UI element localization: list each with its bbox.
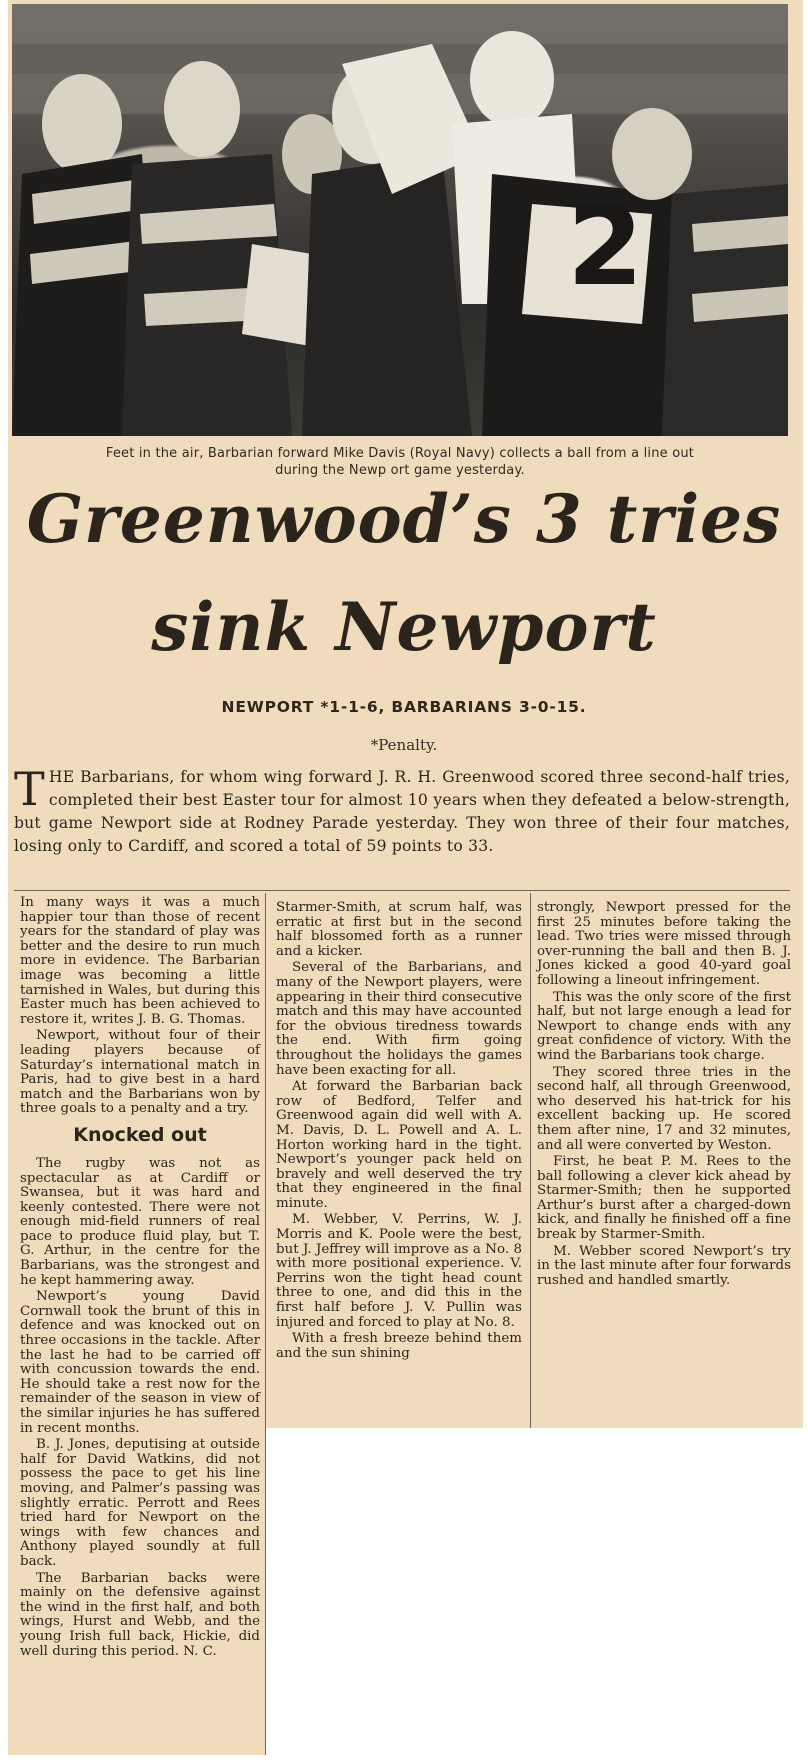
article-column-1: [20, 896, 260, 1659]
photo-illustration: [12, 4, 788, 436]
col2-paragraph: M. Webber, V. Perrins, W. J. Morris and K. Poole were the best, but J. Jeffrey will improve as a No. 8 with more positional experience. V. Perrins won the tight head count three to one, and did this in the first half before J. V. Pullin was injured and forced to play at No. 8.: [276, 1212, 522, 1330]
col1-paragraph: Newport’s young David Cornwall took the brunt of this in defence and was knocked out on three occasions in the tackle. After the last he had to be carried off with concussion towards the end. He should take a rest now for the remainder of the season in view of the similar injuries he has suffered in recent months.: [20, 1289, 260, 1436]
jersey-number: 2: [567, 182, 644, 310]
rugby-lineout-photo: [12, 4, 788, 436]
caption-line-1: Feet in the air, Barbarian forward Mike Davis (Royal Navy) collects a ball from a line out: [105, 446, 695, 461]
col3-paragraph: First, he beat P. M. Rees to the ball following a clever kick ahead by Starmer-Smith; then he supported Arthur’s burst after a charged-down kick, and finally he finished off a fine break by Starmer-Smith.: [537, 1154, 791, 1243]
drop-cap: T: [14, 762, 45, 816]
caption-line-2: during the Newp ort game yesterday.: [275, 463, 525, 478]
col1-paragraph: In many ways it was a much happier tour than those of recent years for the standard of play was better and the desire to run much more in evidence. The Barbarian image was becoming a little tarnished in Wales, but during this Easter much has been achieved to restore it, writes J. B. G. Thomas.: [20, 895, 260, 1027]
col1-paragraph: The rugby was not as spectacular as at Cardiff or Swansea, but it was hard and keenly contested. There were not enough mid-field runners of real pace to produce fluid play, but T. G. Arthur, in the centre for the Barbarians, was the strongest and he kept hammering away.: [20, 1155, 260, 1288]
article-column-2: [276, 901, 522, 1361]
col3-paragraph: They scored three tries in the second half, all through Greenwood, who deserved his hat-trick for his excellent backing up. He scored them after nine, 17 and 32 minutes, and all were converted by Weston.: [537, 1064, 791, 1153]
column-divider-1: [265, 893, 266, 1755]
lede-paragraph: [14, 762, 790, 858]
col1-paragraph: Newport, without four of their leading players because of Saturday’s international match in Paris, had to give best in a hard match and the Barbarians won by three goals to a penalty and a try.: [20, 1028, 260, 1117]
col3-paragraph: strongly, Newport pressed for the first 25 minutes before taking the lead. Two tries were missed through over-running the ball and then B. J. Jones kicked a good 40-yard goal following a lineout infringement.: [537, 900, 791, 988]
col2-paragraph: Several of the Barbarians, and many of the Newport players, were appearing in their third consecutive match and this may have accounted for the obvious tiredness towards the end. With firm going throughout the holidays the games have been exacting for all.: [276, 960, 522, 1078]
col2-paragraph: With a fresh breeze behind them and the sun shining: [276, 1331, 522, 1361]
penalty-note: *Penalty.: [370, 736, 438, 754]
col2-paragraph: Starmer-Smith, at scrum half, was erratic at first but in the second half blossomed forth as a runner and a kicker.: [276, 900, 522, 959]
col1-paragraph: B. J. Jones, deputising at outside half for David Watkins, did not possess the pace to get his line moving, and Palmer’s passing was slightly erratic. Perrott and Rees tried hard for Newport on the wings with few chances and Anthony played soundly at full back.: [20, 1437, 260, 1569]
article-column-3: [537, 901, 791, 1288]
lede-text: HE Barbarians, for whom wing forward J. R. H. Greenwood scored three second-half tries, completed their best Easter tour for almost 10 years when they defeated a below-strength, but game Newport side at Rodney Parade yesterday. They won three of their four matches, losing only to Cardiff, and scored a total of 59 points to 33.: [14, 768, 790, 855]
col3-paragraph: M. Webber scored Newport’s try in the last minute after four forwards rushed and handled smartly.: [537, 1243, 791, 1288]
col1-paragraph: The Barbarian backs were mainly on the defensive against the wind in the first half, and both wings, Hurst and Webb, and the young Irish full back, Hickie, did well during this period. N. C.: [20, 1570, 260, 1659]
headline-line-1: Greenwood’s 3 tries: [26, 480, 782, 558]
score-line: NEWPORT *1-1-6, BARBARIANS 3-0-15.: [221, 698, 587, 716]
headline-line-2: sink Newport: [151, 588, 657, 666]
horizontal-rule: [14, 890, 790, 891]
subhead-knocked-out: Knocked out: [73, 1123, 207, 1146]
photo-caption: [20, 445, 780, 479]
col2-paragraph: At forward the Barbarian back row of Bedford, Telfer and Greenwood again did well with A. M. Davis, D. L. Powell and A. L. Horton working hard in the tight. Newport’s younger pack held on bravely and well deserved the try that they engineered in the final minute.: [276, 1079, 522, 1211]
col3-paragraph: This was the only score of the first half, but not large enough a lead for Newport to change ends with any great confidence of victory. With the wind the Barbarians took charge.: [537, 989, 791, 1063]
column-divider-2: [530, 893, 531, 1428]
